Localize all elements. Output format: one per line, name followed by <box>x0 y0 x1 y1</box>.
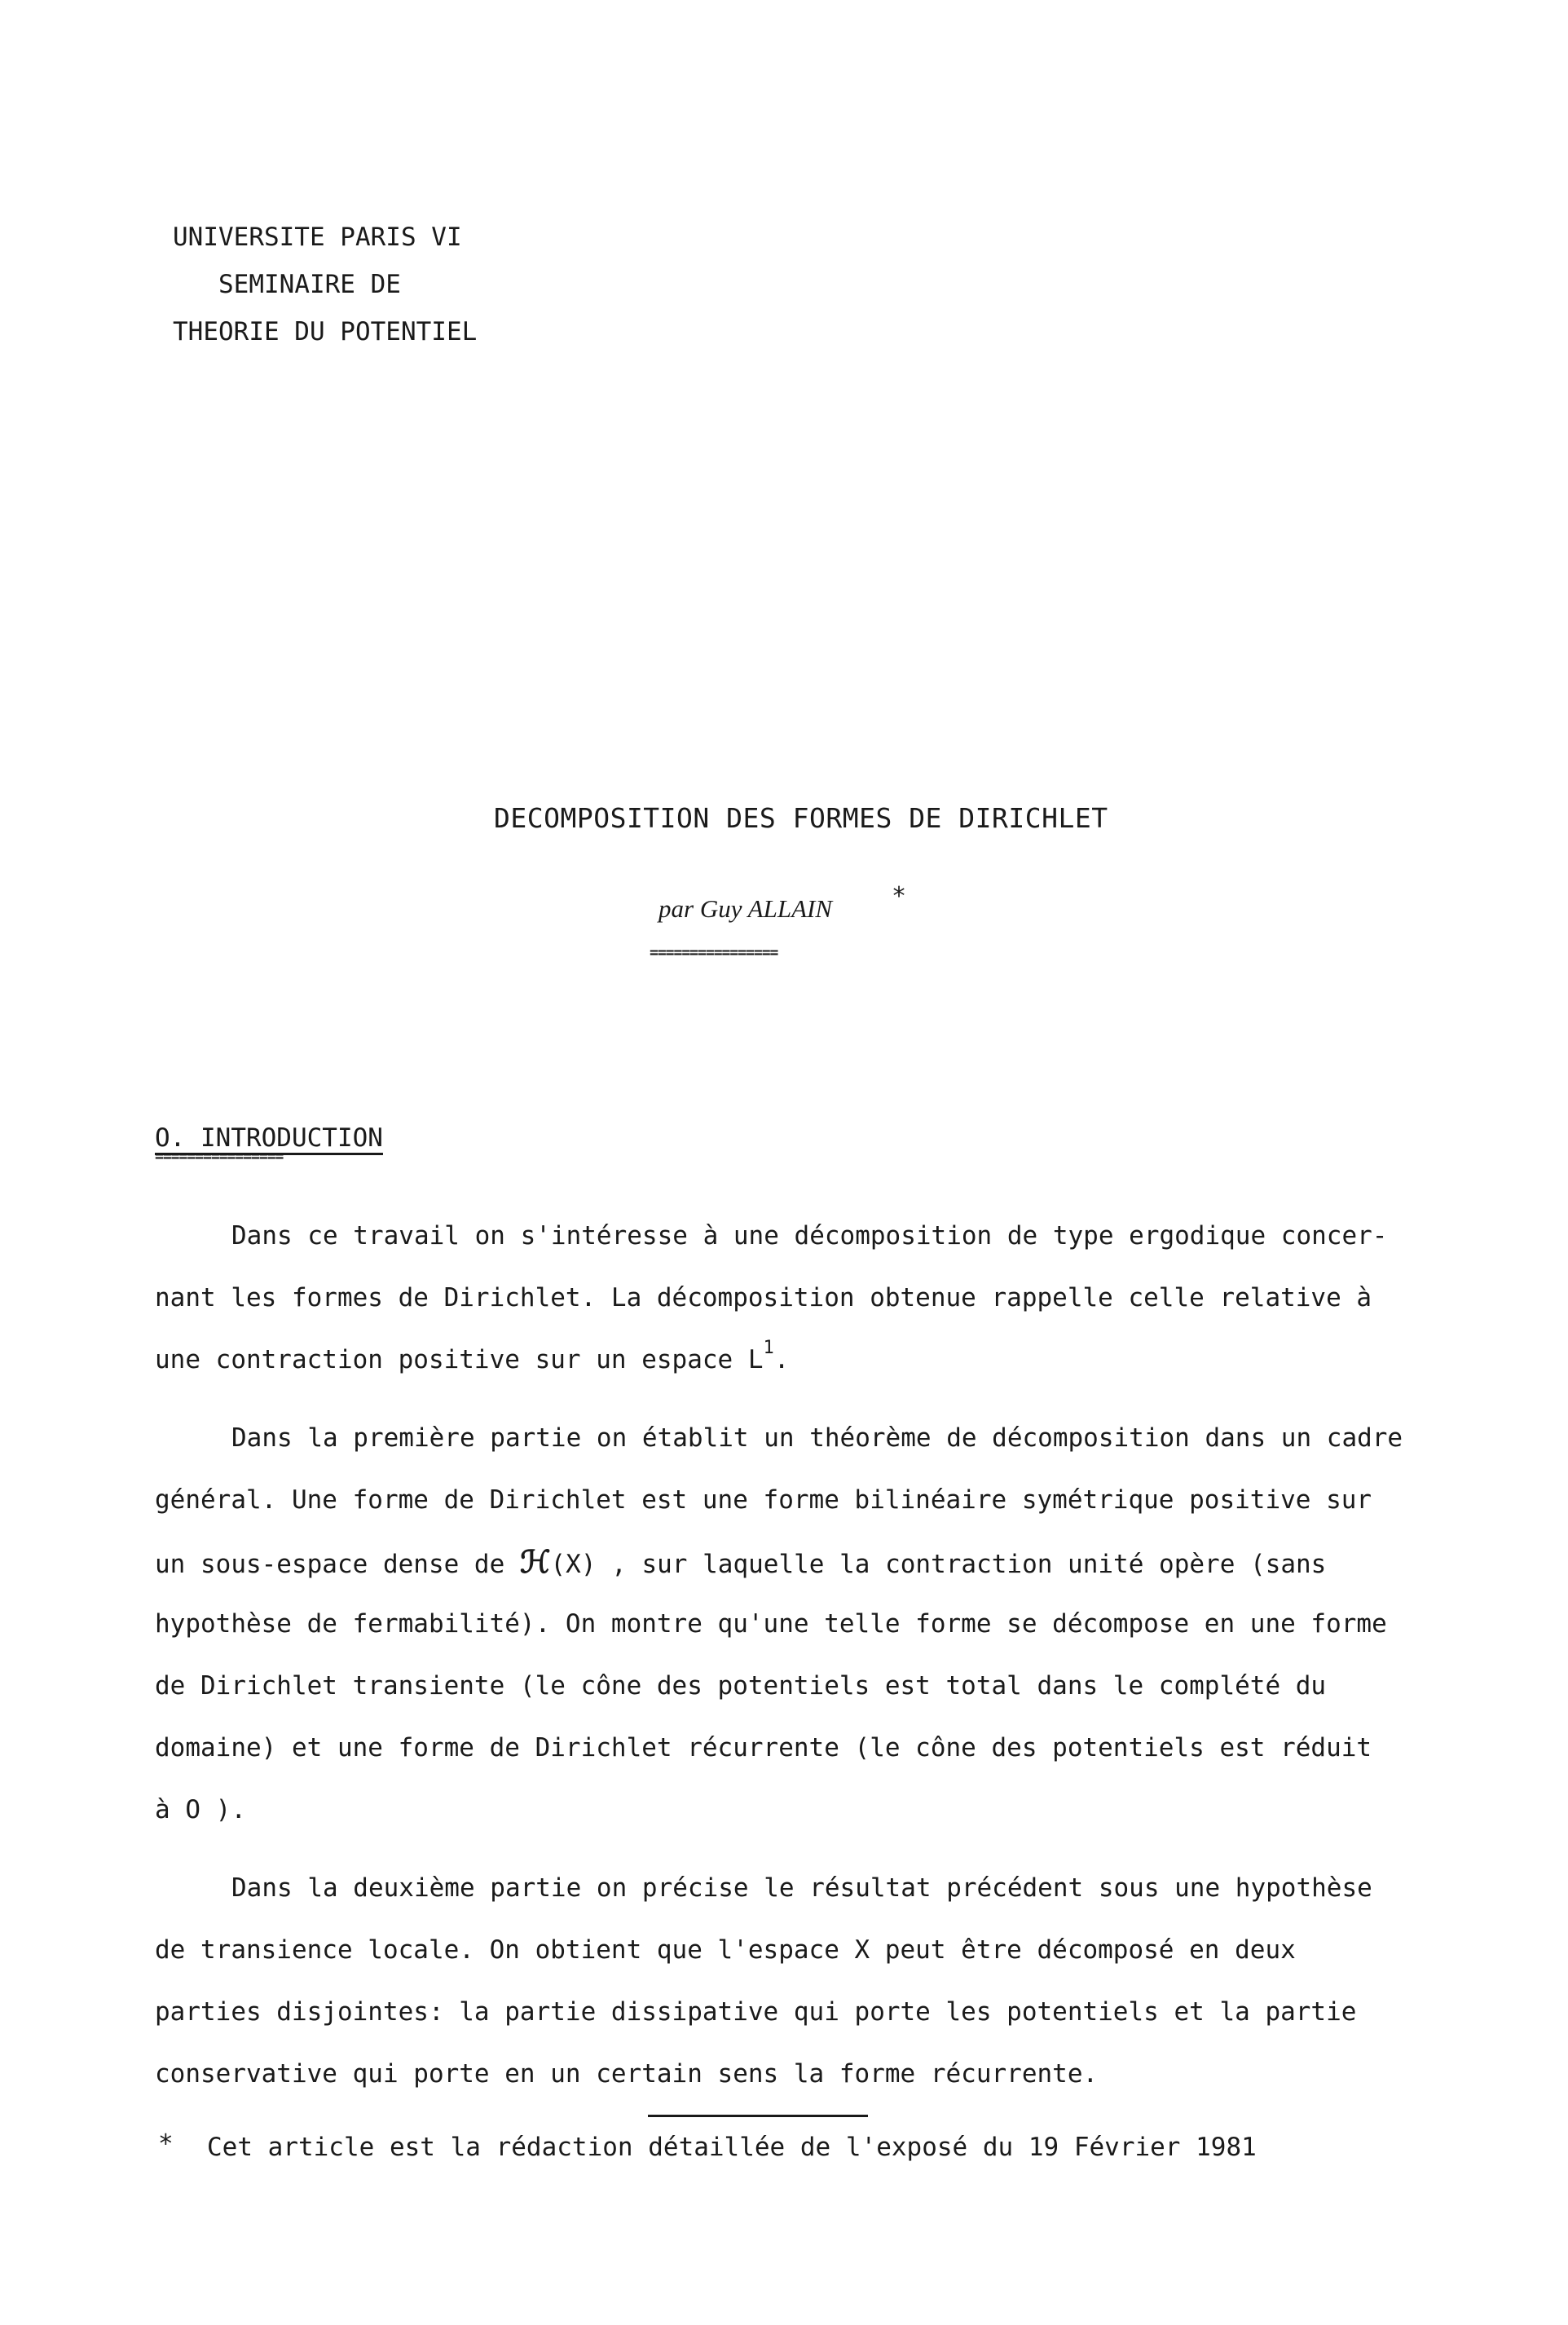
script-h-symbol: ℋ <box>519 1543 551 1580</box>
author-name: par Guy ALLAIN <box>658 894 833 923</box>
p2-line-6: domaine) et une forme de Dirichlet récurrente (le cône des potentiels est réduit <box>155 1733 1372 1762</box>
p1-line-3-text: une contraction positive sur un espace L <box>155 1345 764 1374</box>
p2-line-1: Dans la première partie on établit un théorème de décomposition dans un cadre <box>231 1423 1403 1453</box>
p2-line-7: à O ). <box>155 1795 246 1824</box>
p3-line-2: de transience locale. On obtient que l'espace X peut être décomposé en deux <box>155 1935 1296 1965</box>
section-double-underline: ================ <box>155 1148 284 1165</box>
author-footnote-mark: * <box>892 882 907 911</box>
p2-line-3 <box>155 1531 1326 1595</box>
p3-line-1: Dans la deuxième partie on précise le résultat précédent sous une hypothèse <box>231 1873 1372 1903</box>
p3-line-3: parties disjointes: la partie dissipative qui porte les potentiels et la partie <box>155 1997 1357 2027</box>
p2-line-2: général. Une forme de Dirichlet est une forme bilinéaire symétrique positive sur <box>155 1485 1372 1515</box>
p1-line-1: Dans ce travail on s'intéresse à une décomposition de type ergodique concer- <box>231 1221 1388 1251</box>
p1-line-3 <box>155 1329 789 1391</box>
p1-line-3-period: . <box>773 1345 790 1374</box>
p3-line-4: conservative qui porte en un certain sens la forme récurrente. <box>155 2059 1099 2089</box>
paper-title: DECOMPOSITION DES FORMES DE DIRICHLET <box>494 802 1108 834</box>
institution-line-3: THEORIE DU POTENTIEL <box>173 317 478 346</box>
footnote-mark: * <box>158 2129 174 2159</box>
p2-line-3-rest: (X) , sur laquelle la contraction unité opère (sans <box>550 1550 1327 1579</box>
section-heading: O. INTRODUCTION <box>155 1123 383 1153</box>
p2-line-5: de Dirichlet transiente (le cône des potentiels est total dans le complété du <box>155 1671 1327 1701</box>
p1-line-2: nant les formes de Dirichlet. La décomposition obtenue rappelle celle relative à <box>155 1283 1372 1312</box>
author-double-underline: ================ <box>650 944 778 961</box>
superscript-one: 1 <box>763 1338 774 1358</box>
institution-line-2: SEMINAIRE DE <box>218 270 401 299</box>
p2-line-4: hypothèse de fermabilité). On montre qu'une telle forme se décompose en une forme <box>155 1609 1387 1639</box>
p2-line-3-text: un sous-espace dense de <box>155 1550 520 1579</box>
footnote-text: Cet article est la rédaction détaillée de l'exposé du 19 Février 1981 <box>207 2133 1257 2162</box>
institution-line-1: UNIVERSITE PARIS VI <box>173 223 462 252</box>
